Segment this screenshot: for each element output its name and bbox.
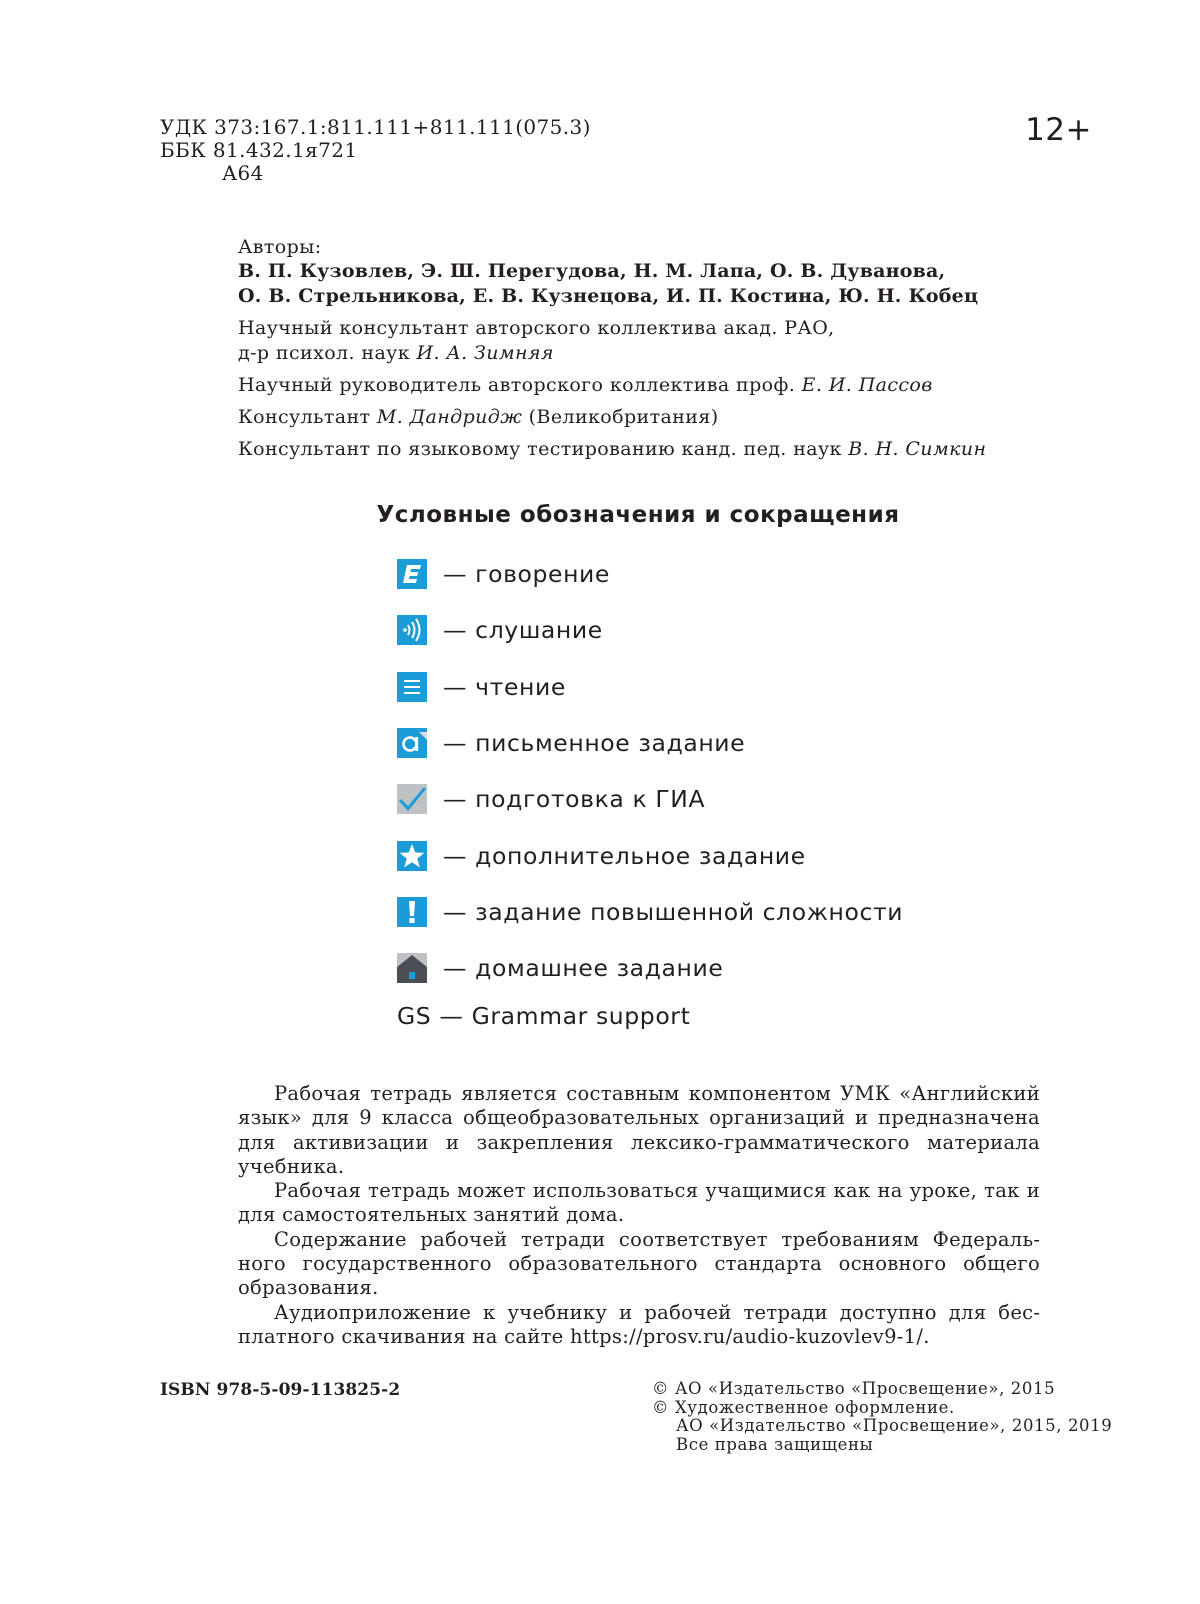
scientific-head-name: Е. И. Пассов bbox=[801, 374, 933, 396]
authors-names-line2: О. В. Стрельникова, Е. В. Кузнецова, И. П. Костина, Ю. Н. Кобец bbox=[238, 285, 979, 307]
annotation-paragraph: Аудиоприложение к учебнику и рабочей тетради доступно для бесплатного скачивания на сайте https://prosv.ru/audio-kuzovlev9-1/. bbox=[238, 1300, 1040, 1348]
checkmark-icon bbox=[397, 784, 427, 814]
legend-item-label: — подготовка к ГИА bbox=[443, 785, 706, 814]
legend-item-label: — слушание bbox=[443, 616, 603, 645]
scientific-consultant-line1: Научный консультант авторского коллектива акад. РАО, bbox=[238, 317, 835, 339]
authors-block bbox=[238, 235, 1088, 462]
scientific-head bbox=[238, 373, 1088, 398]
legend-title: Условные обозначения и сокращения bbox=[376, 502, 900, 528]
age-rating: 12+ bbox=[1025, 112, 1092, 148]
legend-item-exam-prep bbox=[397, 771, 903, 827]
scientific-head-title: Научный руководитель авторского коллектива проф. bbox=[238, 374, 802, 396]
consultant-title: Консультант bbox=[238, 406, 377, 428]
annotation-paragraph: Рабочая тетрадь является составным компонентом УМК «Английский язык» для 9 класса общеобразовательных организаций и предназначена для активизации и закрепления лексико-грамматического материала учебника. bbox=[238, 1082, 1040, 1178]
star-icon bbox=[397, 841, 427, 871]
legend-item-grammar-support: GS — Grammar support bbox=[397, 1002, 691, 1031]
testing-consultant-name: В. Н. Симкин bbox=[848, 438, 987, 460]
copyright-line: © АО «Издательство «Просвещение», 2015 bbox=[652, 1379, 1056, 1398]
udk-code: УДК 373:167.1:811.111+811.111(075.3) bbox=[160, 115, 591, 139]
annotation-paragraph: Содержание рабочей тетради соответствует требованиям Федерального государственного образовательного стандарта основного общего образования. bbox=[238, 1227, 1040, 1300]
speaking-icon bbox=[397, 559, 427, 589]
testing-consultant-title: Консультант по языковому тестированию канд. пед. наук bbox=[238, 438, 849, 460]
copyright-line: АО «Издательство «Просвещение», 2015, 2019 bbox=[676, 1416, 1113, 1435]
author-mark: А64 bbox=[222, 161, 264, 185]
testing-consultant bbox=[238, 437, 1088, 462]
legend-item-label: — задание повышенной сложности bbox=[443, 897, 904, 926]
scientific-consultant-name: И. А. Зимняя bbox=[416, 342, 554, 364]
legend-item-label: — письменное задание bbox=[443, 729, 746, 758]
annotation bbox=[238, 1082, 1040, 1349]
legend-item-reading bbox=[397, 659, 903, 715]
legend-item-writing bbox=[397, 715, 903, 771]
writing-icon bbox=[397, 728, 427, 758]
consultant-name: М. Дандридж bbox=[376, 406, 523, 428]
legend-item-label: — дополнительное задание bbox=[443, 841, 806, 870]
house-icon bbox=[397, 953, 427, 983]
legend-item-label: — чтение bbox=[443, 672, 566, 701]
scientific-consultant-degree: д-р психол. наук bbox=[238, 342, 417, 364]
bbk-code: ББК 81.432.1я721 bbox=[160, 138, 358, 162]
legend-item-label: — домашнее задание bbox=[443, 954, 724, 983]
exclamation-icon bbox=[397, 897, 427, 927]
scientific-consultant bbox=[238, 316, 1088, 366]
legend-item-hard-task bbox=[397, 884, 903, 940]
listening-icon bbox=[397, 615, 427, 645]
legend-item-speaking bbox=[397, 546, 903, 602]
authors-names-line1: В. П. Кузовлев, Э. Ш. Перегудова, Н. М. Лапа, О. В. Дуванова, bbox=[238, 260, 946, 282]
reading-icon bbox=[397, 672, 427, 702]
legend-item-extra-task bbox=[397, 827, 903, 883]
consultant bbox=[238, 405, 1088, 430]
rights-reserved: Все права защищены bbox=[676, 1434, 874, 1454]
legend-item-listening bbox=[397, 602, 903, 658]
consultant-country: (Великобритания) bbox=[522, 406, 719, 428]
annotation-paragraph: Рабочая тетрадь может использоваться учащимися как на уроке, так и для самостоятельных занятий дома. bbox=[238, 1179, 1040, 1227]
legend-item-label: — говорение bbox=[443, 560, 610, 589]
copyright-block bbox=[652, 1380, 1112, 1454]
legend-item-homework bbox=[397, 940, 903, 996]
scientific-consultant-line2 bbox=[238, 341, 1088, 366]
classification-codes bbox=[160, 116, 591, 185]
copyright-line: © Художественное оформление. bbox=[652, 1397, 955, 1417]
legend-list bbox=[397, 546, 903, 1040]
authors-label: Авторы: bbox=[238, 236, 322, 258]
isbn: ISBN 978-5-09-113825-2 bbox=[160, 1380, 401, 1400]
